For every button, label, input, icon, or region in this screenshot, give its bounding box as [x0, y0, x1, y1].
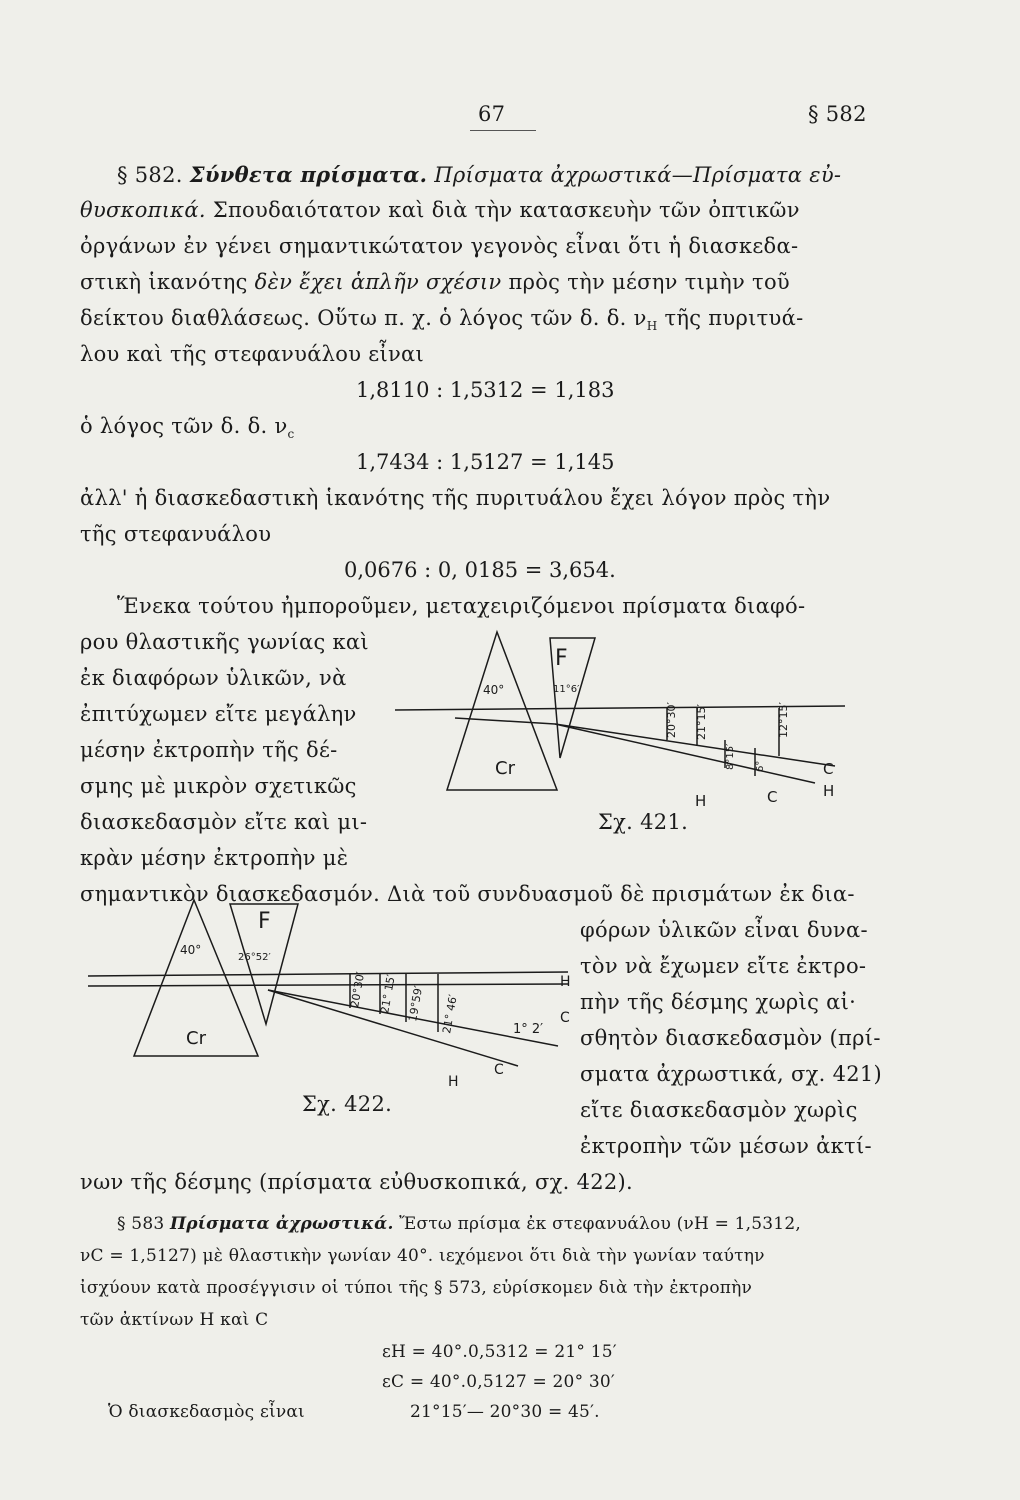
text-line: διασκεδασμὸν εἴτε καὶ μι-	[80, 810, 368, 834]
text-line: σμης μὲ μικρὸν σχετικῶς	[80, 774, 357, 798]
text-line: ἐκ διαφόρων ὑλικῶν, νὰ	[80, 666, 347, 690]
section-subtitle: Πρίσματα ἀχρωστικά—Πρίσματα εὐ-	[434, 163, 842, 187]
text-line	[80, 270, 790, 294]
text-line: νC = 1,5127) μὲ θλαστικὴν γωνίαν 40°. ιεχόμενοι ὅτι διὰ τὴν γωνίαν ταύτην	[80, 1246, 765, 1266]
ray-label: H	[560, 974, 571, 990]
text-line: νων τῆς δέσμης (πρίσματα εὐθυσκοπικά, σχ. 422).	[80, 1170, 634, 1194]
text-span: δείκτου διαθλάσεως. Οὕτω π. χ. ὁ λόγος τῶν δ. δ. ν	[80, 306, 647, 330]
ray-in-prism	[455, 718, 555, 724]
section-title: Πρίσματα ἀχρωστικά.	[169, 1214, 394, 1234]
ray-label: H	[823, 782, 835, 800]
text-line	[80, 198, 800, 222]
section-title: Σύνθετα πρίσματα.	[189, 162, 428, 187]
text-line: μέσην ἐκτροπὴν τῆς δέ-	[80, 738, 338, 762]
text-line	[80, 306, 804, 333]
angle-crown: 40°	[180, 943, 202, 957]
section-ref: § 582	[808, 102, 867, 126]
text-line: πὴν τῆς δέσμης χωρὶς αἰ·	[580, 990, 857, 1014]
text-span: θυσκοπικά.	[80, 198, 206, 222]
angle-label: 12°15′	[777, 702, 790, 738]
angle-label: 21°15′	[695, 704, 708, 740]
subscript: H	[646, 319, 658, 334]
text-span: τῆς πυριτυά-	[664, 306, 804, 330]
text-line: φόρων ὑλικῶν εἶναι δυνα-	[580, 918, 868, 942]
text-span: ὁ λόγος τῶν δ. δ. ν	[80, 414, 288, 438]
text-line: ἀλλ' ἡ διασκεδαστικὴ ἱκανότης τῆς πυριτυάλου ἔχει λόγον πρὸς τὴν	[80, 486, 831, 510]
subscript: c	[287, 427, 295, 442]
equation: 1,8110 : 1,5312 = 1,183	[356, 378, 615, 402]
text-line: ἰσχύουν κατὰ προσέγγισιν οἱ τύποι τῆς § 573, εὑρίσκομεν διὰ τὴν ἐκτροπὴν	[80, 1278, 753, 1298]
figure-caption: Σχ. 422.	[302, 1092, 393, 1116]
text-line: ἐπιτύχωμεν εἴτε μεγάλην	[80, 702, 357, 726]
text-line: εἴτε διασκεδασμὸν χωρὶς	[580, 1098, 858, 1122]
text-line: σημαντικὸν διασκεδασμόν. Διὰ τοῦ συνδυασμοῦ δὲ πρισμάτων ἐκ δια-	[80, 882, 855, 906]
angle-label: 21° 46′	[440, 993, 460, 1035]
text-line: τὸν νὰ ἔχωμεν εἴτε ἐκτρο-	[580, 954, 867, 978]
section-number: § 583	[117, 1214, 165, 1234]
text-line: Ὁ διασκεδασμὸς εἶναι	[108, 1402, 305, 1422]
figure-caption: Σχ. 421.	[598, 810, 689, 834]
ray-label: C	[823, 760, 834, 778]
label-cr: Cr	[495, 758, 515, 779]
ray-h	[555, 724, 815, 783]
label-f: F	[258, 909, 271, 934]
text-line: λου καὶ τῆς στεφανυάλου εἶναι	[80, 342, 425, 366]
angle-crown: 40°	[483, 683, 505, 697]
angle-flint: 26°52′	[238, 952, 271, 963]
text-line	[117, 162, 841, 187]
angle-label: 8°15′	[725, 743, 736, 770]
text-span: Σπουδαιότατον καὶ διὰ τὴν κατασκευὴν τῶν ὀπτικῶν	[212, 198, 800, 222]
text-span: πρὸς τὴν μέσην τιμὴν τοῦ	[508, 270, 790, 294]
text-line: σματα ἀχρωστικά, σχ. 421)	[580, 1062, 883, 1086]
header-rule	[470, 130, 536, 134]
incident-ray	[88, 972, 568, 976]
ray-label: C	[494, 1062, 504, 1078]
angle-label: 20°30′	[665, 702, 678, 738]
angle-label: 21° 15′	[378, 973, 398, 1015]
text-span: Ἔστω πρίσμα ἐκ στεφανυάλου (νH = 1,5312,	[399, 1214, 801, 1234]
emphasis: δὲν ἔχει ἁπλῆν σχέσιν	[254, 270, 502, 294]
text-line: τῶν ἀκτίνων H καὶ C	[80, 1310, 269, 1330]
equation: εC = 40°.0,5127 = 20° 30′	[382, 1372, 615, 1392]
angle-label: 6°	[755, 760, 766, 772]
angle-label: 1° 2′	[513, 1022, 544, 1037]
text-line: κρὰν μέσην ἐκτροπὴν μὲ	[80, 846, 349, 870]
ray-label: C	[767, 788, 778, 806]
angle-flint: 11°6′	[553, 684, 580, 695]
text-line	[80, 414, 295, 441]
text-line: ρου θλαστικῆς γωνίας καὶ	[80, 630, 369, 654]
ray-label: H	[448, 1074, 459, 1090]
text-line: σθητὸν διασκεδασμὸν (πρί-	[580, 1026, 881, 1050]
equation: 0,0676 : 0, 0185 = 3,654.	[344, 558, 616, 582]
text-line: ἐκτροπὴν τῶν μέσων ἀκτί-	[580, 1134, 872, 1158]
label-cr: Cr	[186, 1028, 206, 1049]
section-number: § 582.	[117, 163, 183, 187]
outgoing-ray	[88, 984, 568, 986]
ray-label: H	[695, 792, 707, 810]
text-line: Ἕνεκα τούτου ἠμποροῦμεν, μεταχειριζόμενοι πρίσματα διαφό-	[117, 594, 806, 618]
equation: 1,7434 : 1,5127 = 1,145	[356, 450, 615, 474]
equation: εH = 40°.0,5312 = 21° 15′	[382, 1342, 617, 1362]
text-line	[117, 1214, 801, 1234]
figure-422	[88, 896, 588, 1096]
equation: 21°15′— 20°30 = 45′.	[410, 1402, 600, 1422]
text-line: ὀργάνων ἐν γένει σημαντικώτατον γεγονὸς εἶναι ὅτι ἡ διασκεδα-	[80, 234, 799, 258]
text-span: στικὴ ἱκανότης	[80, 270, 248, 294]
page-number: 67	[478, 102, 506, 126]
ray-label: C	[560, 1010, 570, 1026]
angle-label: 20°30′	[348, 970, 368, 1009]
label-f: F	[555, 646, 568, 671]
text-line: τῆς στεφανυάλου	[80, 522, 272, 546]
angle-label: 19°59′	[406, 984, 426, 1023]
